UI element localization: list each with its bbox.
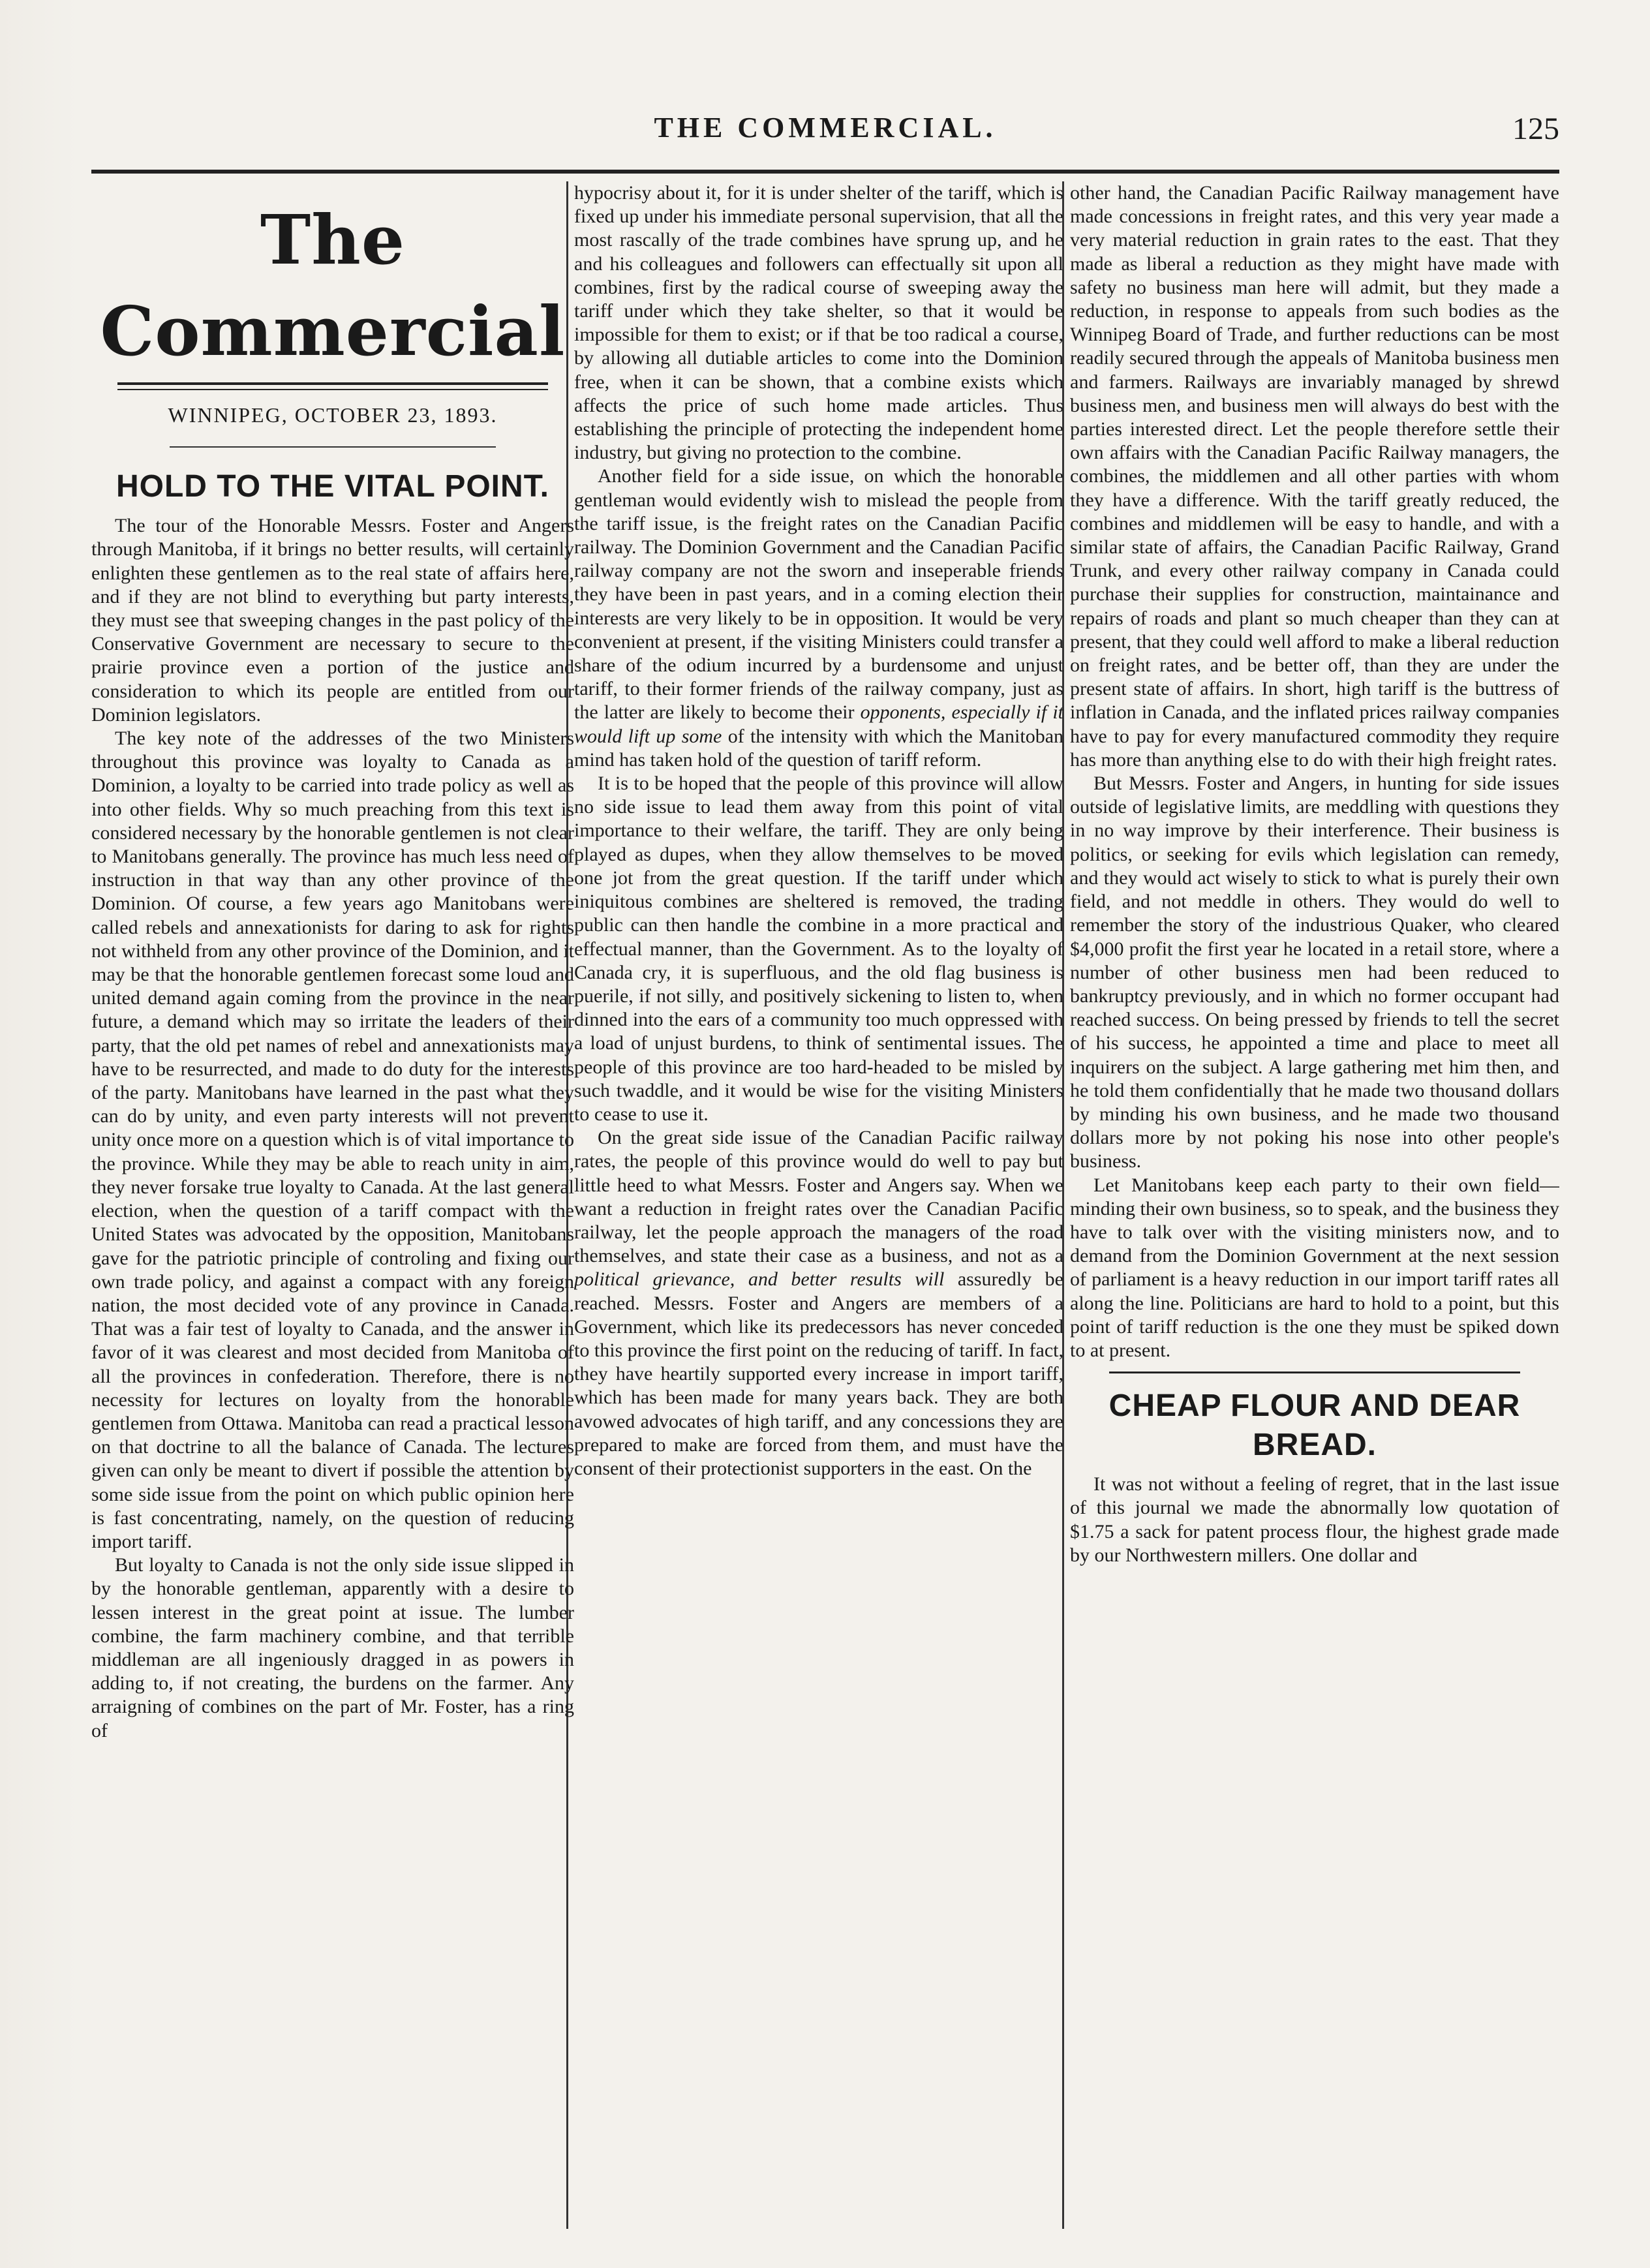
masthead-title: The Commercial <box>100 200 566 371</box>
page-number: 125 <box>1512 112 1559 146</box>
paragraph: other hand, the Canadian Pacific Railway management have made concessions in freight rates, and this very year made a very material reduction in grain rates to the east. That they made as liberal a reduction as they might have made with safety no business man here will admit, but they made a reduction, in response to appeals from such bodies as the Winnipeg Board of Trade, and further reductions can be most readily secured through the appeals of Manitoba business men and farmers. Railways are invariably managed by shrewd business men, and business men will always do best with the parties interested direct. Let the people therefore settle their own affairs with the Canadian Pacific Railway managers, the combines, the middlemen and all other parties with whom they have a difference. With the tariff greatly reduced, the combines and middlemen will be easy to handle, and with a similar state of affairs, the Canadian Pacific Railway, Grand Trunk, and every other railway company in Canada could purchase their supplies for construction, maintainance and repairs of roads and plant so much cheaper than they can at present, that they could well afford to make a liberal reduction on freight rates, and be better off, than they are under the present state of affairs. In short, high tariff is the buttress of inflation in Canada, and the inflated prices railway companies have to pay for every manufactured commodity they require has more than anything else to do with their high freight rates. <box>1070 182 1559 771</box>
article-headline: CHEAP FLOUR AND DEAR BREAD. <box>1108 1388 1521 1463</box>
page-header <box>91 111 1559 163</box>
paragraph: It is to be hoped that the people of this province will allow no side issue to lead them away from this point of vital importance to their welfare, the tariff. They are only being played as dupes, when they allow themselves to be moved one jot from the great question. If the tariff under which iniquitous combines are sheltered is removed, the trading public can then handle the combine in a more practical and effectual manner, than the Government. As to the loyalty of Canada cry, it is superfluous, and the old flag business is puerile, if not silly, and positively sickening to listen to, when dinned into the ears of a community too much oppressed with a load of unjust burdens, to think of sentimental issues. The people of this province are too hard-headed to be misled by such twaddle, and it would be wise for the visiting Ministers to cease to use it. <box>574 773 1063 1125</box>
column-3 <box>1070 181 1559 2237</box>
italic-text: opponents, especially if it would lift up some <box>574 701 1063 747</box>
column-1 <box>91 181 574 2237</box>
paragraph: But Messrs. Foster and Angers, in hunting for side issues outside of legislative limits, are meddling with questions they in no way improve by their interference. Their business is politics, or seeking for evils which legislation can remedy, and they would act wisely to stick to what is purely their own field, and not meddle in others. They would do well to remember the story of the industrious Quaker, who cleared $4,000 profit the first year he located in a retail store, where a number of other business men had been reduced to bankruptcy previously, and in which no former occupant had reached success. On being pressed by friends to tell the secret of his success, he appointed a time and place to meet all inquirers on the subject. A large gathering met him then, and he told them confidentially that he made two thousand dollars by minding his own business, and he made two thousand dollars more by not poking his nose into other people's business. <box>1070 773 1559 1172</box>
paragraph <box>574 1126 1063 1480</box>
text-run: of the intensity with which the Manitoban mind has taken hold of the question of tariff reform. <box>574 725 1063 771</box>
dateline-rule <box>170 446 496 448</box>
column-2 <box>574 181 1063 2237</box>
paragraph: It was not without a feeling of regret, that in the last issue of this journal we made the abnormally low quotation of $1.75 a sack for patent process flour, the highest grade made by our Northwestern millers. One dollar and <box>1070 1473 1559 1566</box>
paragraph: The key note of the addresses of the two Ministers throughout this province was loyalty to Canada as a Dominion, a loyalty to be carried into trade policy as well as into other fields. Why so much preaching from this text is considered necessary by the honorable gentlemen is not clear to Manitobans generally. The province has much less need of instruction in that way than any other province of the Dominion. Of course, a few years ago Manitobans were called rebels and annexationists for daring to ask for rights not withheld from any other province of the Dominion, and it may be that the honorable gentlemen forecast some loud and united demand again coming from the province in the near future, a demand which may so irritate the leaders of their party, that the old pet names of rebel and annexationists may have to be resurrected, and made to do duty for the interests of the party. Manitobans have learned in the past what they can do by unity, and even party interests will not prevent unity once more on a question which is of vital importance to the province. While they may be able to reach unity in aim, they never forsake true loyalty to Canada. At the last general election, when the question of a tariff compact with the United States was advocated by the opposition, Manitobans gave for the patriotic principle of controling and fixing our own trade policy, and against a compact with any foreign nation, the most decided vote of any province in Canada. That was a fair test of loyalty to Canada, and the answer in favor of it was clearest and most decided from Manitoba of all the provinces in confederation. Therefore, there is no necessity for lectures on loyalty from the honorable gentlemen from Ottawa. Manitoba can read a practical lesson on that doctrine to all the balance of Canada. The lectures given can only be meant to divert if possible the attention by some side issue from the point on which public opinion here is fast concentrating, namely, on the question of reducing import tariff. <box>91 728 574 1552</box>
article-headline: HOLD TO THE VITAL POINT. <box>115 469 550 504</box>
paragraph: The tour of the Honorable Messrs. Foster and Angers through Manitoba, if it brings no better results, will certainly enlighten these gentlemen as to the real state of affairs here, and if they are not blind to everything but party interests, they must see that sweeping changes in the past policy of the Conservative Government are necessary to secure to the prairie province even a portion of the justice and consideration to which its people are entitled from our Dominion legislators. <box>91 515 574 726</box>
text-run: On the great side issue of the Canadian Pacific railway rates, the people of this province would do well to pay but little heed to what Messrs. Foster and Angers say. When we want a reduction in freight rates over the Canadian Pacific railway, let the people approach the managers of the road themselves, and state their case as a business, and not as a <box>574 1127 1063 1267</box>
masthead-rule <box>117 382 548 390</box>
dateline: WINNIPEG, OCTOBER 23, 1893. <box>168 403 498 427</box>
italic-text: political grievance, and better results will <box>574 1268 945 1291</box>
paragraph: hypocrisy about it, for it is under shelter of the tariff, which is fixed up under his immediate personal supervision, that all the most rascally of the trade combines have sprung up, and he and his colleagues and followers can effectually sit upon all combines, first by the radical course of sweeping away the tariff under which they take shelter, so that it would be impossible for them to exist; or if that be too radical a course, by allowing all dutiable articles to come into the Dominion free, when it can be shown, that a combine exists which affects the price of such home made articles. Thus establishing the principle of protecting the independent home industry, but giving no protection to the combine. <box>574 182 1063 464</box>
text-run: assuredly be reached. Messrs. Foster and Angers are members of a Government, which like its predecessors has never conceded to this province the first point on the reducing of tariff. In fact, they have heartily supported every increase in import tariff, which has been made for many years back. They are both avowed advocates of high tariff, and any concessions they are prepared to make are forced from them, and must have the consent of their protectionist supporters in the east. On the <box>574 1268 1063 1479</box>
paragraph: Let Manitobans keep each party to their own field—minding their own business, so to speak, and the business they have to talk over with the visiting ministers now, and to demand from the Dominion Government at the next session of parliament is a heavy reduction in our import tariff rates all along the line. Politicians are hard to hold to a point, but this point of tariff reduction is the one they must be spiked down to at present. <box>1070 1174 1559 1361</box>
paragraph: But loyalty to Canada is not the only side issue slipped in by the honorable gentleman, apparently with a desire to lessen interest in the great point at issue. The lumber combine, the farm machinery combine, and that terrible middleman are all ingeniously dragged in as powers in adding to, if not creating, the burdens on the farmer. Any arraigning of combines on the part of Mr. Foster, has a ring of <box>91 1554 574 1741</box>
running-title: THE COMMERCIAL. <box>654 112 997 144</box>
header-rule <box>91 170 1559 174</box>
paragraph <box>574 465 1063 772</box>
section-rule <box>1109 1372 1520 1373</box>
text-run: Another field for a side issue, on which the honorable gentleman would evidently wish to mislead the people from the tariff issue, is the freight rates on the Canadian Pacific railway. The Dominion Government and the Canadian Pacific railway company are not the sworn and inseperable friends they have been in past years, and in a coming election their interests are very likely to be in opposition. It would be very convenient at present, if the visiting Ministers could transfer a share of the odium incurred by a burdensome and unjust tariff, to their former friends of the railway company, just as the latter are likely to become their <box>574 465 1063 724</box>
scan-edge <box>0 0 78 2268</box>
